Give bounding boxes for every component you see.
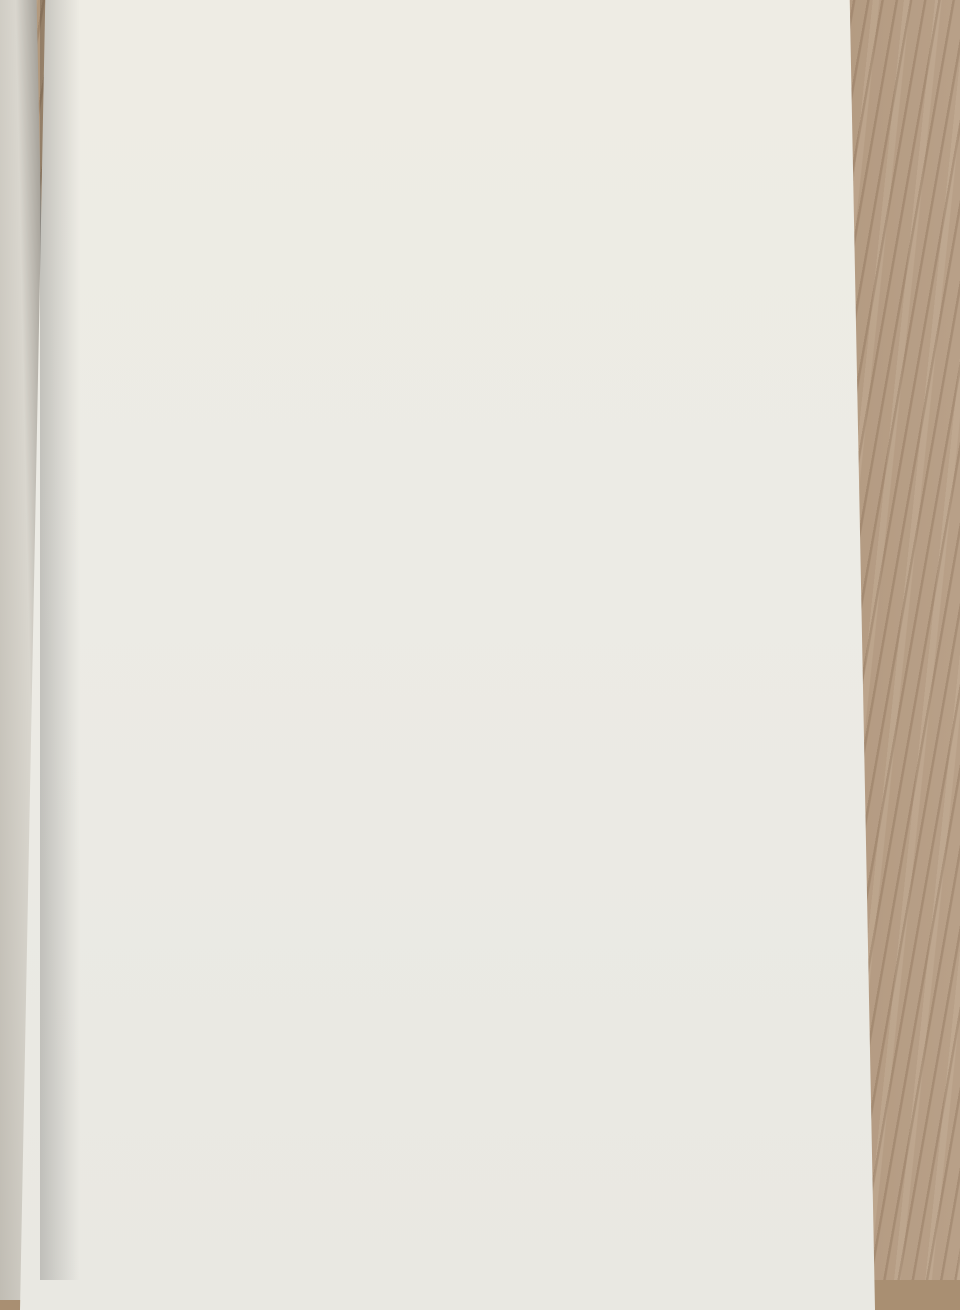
page-gutter-shadow [40,0,80,1280]
book-page [20,0,875,1310]
